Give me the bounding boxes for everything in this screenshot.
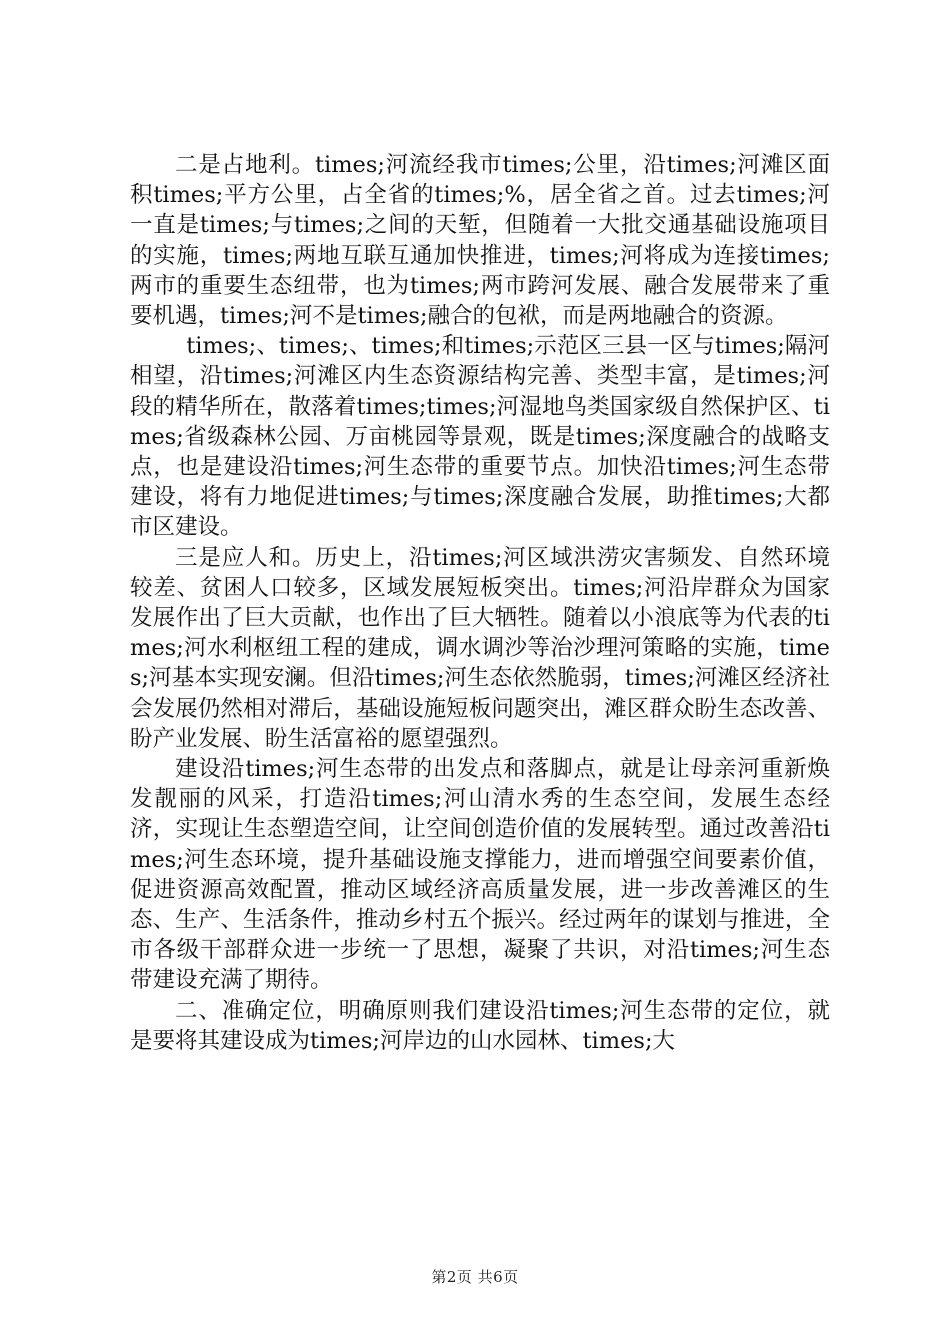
paragraph-ecological-belt-goal: 建设沿times;河生态带的出发点和落脚点，就是让母亲河重新焕发靓丽的风采，打造沿times;河山清水秀的生态空间，发展生态经济，实现让生态塑造空间，让空间创造价值的发展转型。通过改善沿times;河生态环境，提升基础设施支撑能力，进而增强空间要素价值，促进资源高效配置，推动区域经济高质量发展，进一步改善滩区的生态、生产、生活条件，推动乡村五个振兴。经过两年的谋划与推进，全市各级干部群众进一步统一了思想，凝聚了共识，对沿times;河生态带建设充满了期待。 [130,756,830,994]
paragraph-positioning-heading: 二、准确定位，明确原则我们建设沿times;河生态带的定位，就是要将其建设成为times;河岸边的山水园林、times;大 [130,997,830,1054]
document-body [130,150,830,1056]
paragraph-geographic-advantage: 二是占地利。times;河流经我市times;公里，沿times;河滩区面积times;平方公里，占全省的times;%，居全省之首。过去times;河一直是times;与times;之间的天堑，但随着一大批交通基础设施项目的实施，times;两地互联互通加快推进，times;河将成为连接times;两市的重要生态纽带，也为times;两市跨河发展、融合发展带来了重要机遇，times;河不是times;融合的包袱，而是两地融合的资源。 [130,152,830,330]
paragraph-demonstration-zone: times;、times;、times;和times;示范区三县一区与times;隔河相望，沿times;河滩区内生态资源结构完善、类型丰富，是times;河段的精华所在，散落着times;times;河湿地鸟类国家级自然保护区、times;省级森林公园、万亩桃园等景观，既是times;深度融合的战略支点，也是建设沿times;河生态带的重要节点。加快沿times;河生态带建设，将有力地促进times;与times;深度融合发展，助推times;大都市区建设。 [130,333,830,541]
paragraph-popular-support: 三是应人和。历史上，沿times;河区域洪涝灾害频发、自然环境较差、贫困人口较多，区域发展短板突出。times;河沿岸群众为国家发展作出了巨大贡献，也作出了巨大牺牲。随着以小浪底等为代表的times;河水利枢纽工程的建成，调水调沙等治沙理河策略的实施，times;河基本实现安澜。但沿times;河生态依然脆弱，times;河滩区经济社会发展仍然相对滞后，基础设施短板问题突出，滩区群众盼生态改善、盼产业发展、盼生活富裕的愿望强烈。 [130,544,830,752]
page-number-footer: 第2页 共6页 [431,1268,519,1286]
